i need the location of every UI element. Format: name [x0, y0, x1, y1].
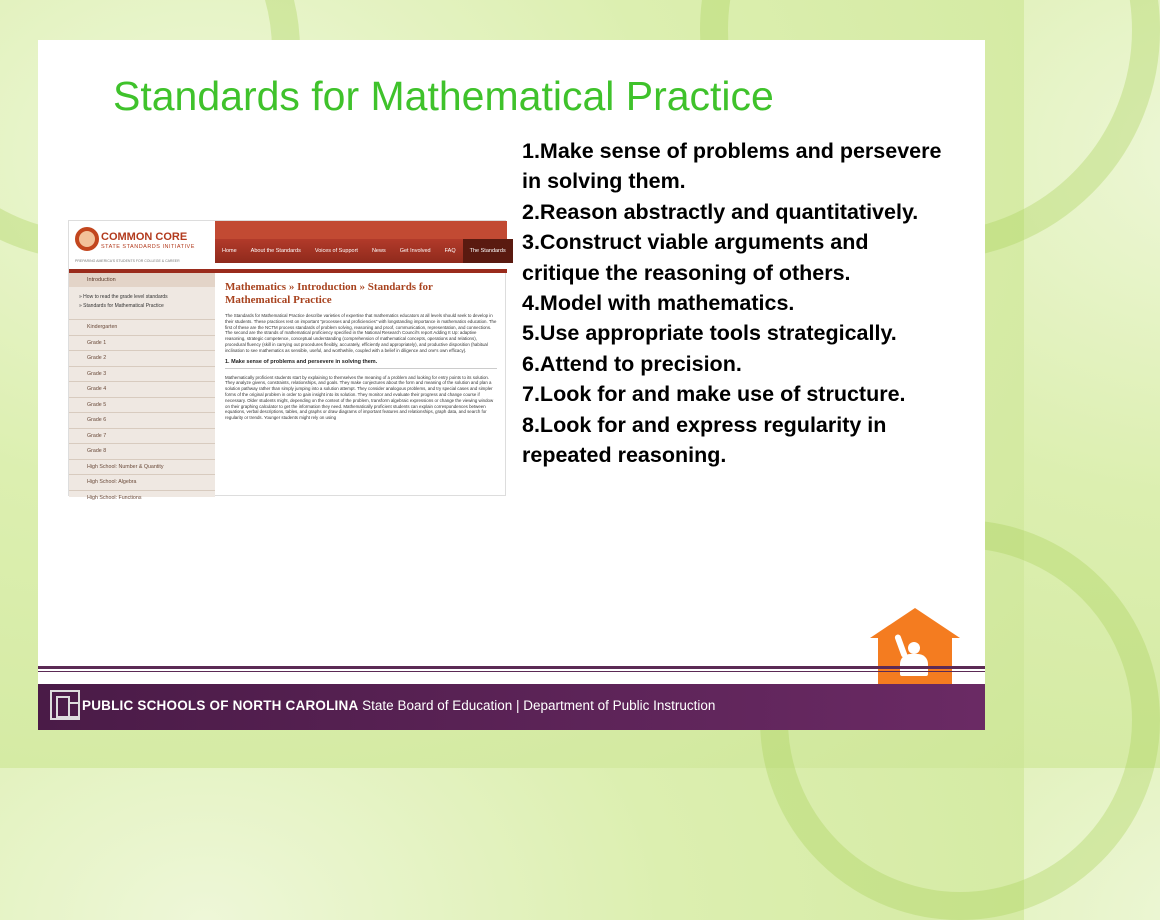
- site-main-content: [215, 273, 507, 497]
- common-core-logo-icon: [75, 227, 99, 251]
- slide: [38, 40, 985, 730]
- sidebar-sublink[interactable]: » Standards for Mathematical Practice: [79, 303, 164, 309]
- sidebar-item-grade-6[interactable]: Grade 6: [69, 412, 215, 428]
- nav-faq[interactable]: FAQ: [444, 248, 456, 254]
- nav-about[interactable]: About the Standards: [250, 248, 301, 254]
- practice-item: 1.Make sense of problems and persevere in solving them.: [522, 139, 942, 194]
- footer-dept: State Board of Education | Department of Public Instruction: [362, 698, 716, 713]
- sidebar-item-grade-8[interactable]: Grade 8: [69, 443, 215, 459]
- section-heading: 1. Make sense of problems and persevere in solving them.: [225, 359, 497, 369]
- practice-item: 8.Look for and express regularity in repeated reasoning.: [522, 412, 887, 468]
- nav-voices[interactable]: Voices of Support: [314, 248, 358, 254]
- sidebar-item-hs-number[interactable]: High School: Number & Quantity: [69, 459, 215, 475]
- house-roof-icon: [870, 608, 960, 638]
- sidebar-sublink[interactable]: » How to read the grade level standards: [79, 294, 168, 300]
- nav-news[interactable]: News: [371, 248, 386, 254]
- sidebar-item-grade-5[interactable]: Grade 5: [69, 397, 215, 413]
- logo-title: COMMON CORE: [101, 231, 188, 243]
- sidebar-item-grade-1[interactable]: Grade 1: [69, 335, 215, 351]
- practice-item: 2.Reason abstractly and quantitatively.: [522, 199, 919, 224]
- sidebar-item-grade-4[interactable]: Grade 4: [69, 381, 215, 397]
- intro-paragraph: The Standards for Mathematical Practice describe varieties of expertise that mathematics educators at all levels should seek to develop in their students. These practices rest on important "processes and proficiencies" with longstanding importance in mathematics education. The first of these are the NCTM process standards of problem solving, reasoning and proof, communication, representation, and connections. The second are the strands of mathematical proficiency specified in the National Research Council's report Adding It Up: adaptive reasoning, strategic competence, conceptual understanding (comprehension of mathematical concepts, operations and relations), procedural fluency (skill in carrying out procedures flexibly, accurately, efficiently and appropriately), and productive disposition (habitual inclination to see mathematics as sensible, useful, and worthwhile, coupled with a belief in diligence and one's own efficacy).: [225, 313, 497, 353]
- nav-standards[interactable]: The Standards: [463, 239, 513, 263]
- sidebar-item-grade-3[interactable]: Grade 3: [69, 366, 215, 382]
- practice-item: 7.Look for and make use of structure.: [522, 382, 906, 407]
- footer-text: [82, 698, 715, 713]
- logo-tagline: PREPARING AMERICA'S STUDENTS FOR COLLEGE & CAREER: [75, 259, 180, 263]
- slide-title: Standards for Mathematical Practice: [113, 73, 774, 119]
- practice-item: 5.Use appropriate tools strategically.: [522, 321, 897, 346]
- nav-home[interactable]: Home: [222, 248, 237, 254]
- practices-list: [522, 136, 952, 470]
- footer-org: PUBLIC SCHOOLS OF NORTH CAROLINA: [82, 698, 359, 713]
- footer-bar: [38, 684, 985, 730]
- website-screenshot: [68, 220, 506, 501]
- nc-seal-icon: [50, 690, 80, 720]
- sidebar-sublink-label: How to read the grade level standards: [83, 294, 168, 300]
- section-paragraph: Mathematically proficient students start by explaining to themselves the meaning of a problem and looking for entry points to its solution. They analyze givens, constraints, relationships, and goals. They make conjectures about the form and meaning of the solution and plan a solution pathway rather than simply jumping into a solution attempt. They consider analogous problems, and try special cases and simpler forms of the original problem in order to gain insight into its solution. They monitor and evaluate their progress and change course if necessary. Older students might, depending on the context of the problem, transform algebraic expressions or change the viewing window on their graphing calculator to get the information they need. Mathematically proficient students can explain correspondences between equations, verbal descriptions, tables, and graphs or draw diagrams of important features and relationships, graph data, and search for regularity or trends. Younger students might rely on using: [225, 374, 494, 421]
- sidebar-item-hs-functions[interactable]: High School: Functions: [69, 490, 215, 506]
- page-heading: Mathematics » Introduction » Standards for Mathematical Practice: [225, 281, 433, 306]
- practice-item: 6.Attend to precision.: [522, 351, 742, 376]
- sidebar-item-grade-2[interactable]: Grade 2: [69, 350, 215, 366]
- practice-item: 3.Construct viable arguments and critique the reasoning of others.: [522, 230, 869, 285]
- nav-get-involved[interactable]: Get Involved: [399, 248, 431, 254]
- sidebar-item-hs-algebra[interactable]: High School: Algebra: [69, 474, 215, 490]
- site-nav: [215, 239, 507, 263]
- student-icon: [908, 642, 920, 654]
- site-sidebar: [69, 273, 215, 501]
- sidebar-sublink-label: Standards for Mathematical Practice: [83, 303, 164, 309]
- student-body-icon: [900, 654, 928, 676]
- logo-subtitle: STATE STANDARDS INITIATIVE: [101, 244, 195, 250]
- footer-divider: [38, 666, 985, 669]
- site-topbar: [215, 221, 507, 239]
- sidebar-item-kindergarten[interactable]: Kindergarten: [69, 319, 215, 335]
- practice-item: 4.Model with mathematics.: [522, 291, 795, 316]
- sidebar-item-grade-7[interactable]: Grade 7: [69, 428, 215, 444]
- sidebar-item-introduction[interactable]: Introduction: [69, 273, 215, 287]
- footer-divider: [38, 671, 985, 672]
